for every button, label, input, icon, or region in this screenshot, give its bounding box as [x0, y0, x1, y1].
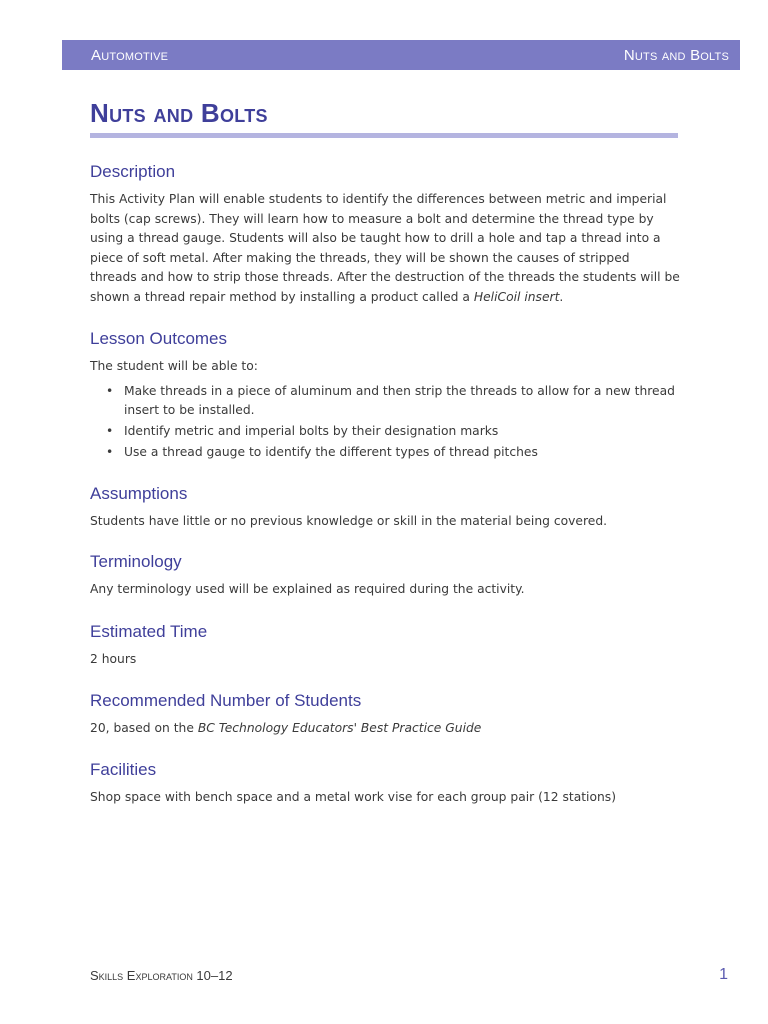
section-description — [90, 160, 680, 307]
section-heading: Description — [90, 162, 176, 181]
recommended-students-text-italic: BC Technology Educators' Best Practice Guide — [197, 721, 482, 735]
section-heading: Assumptions — [90, 483, 188, 503]
recommended-students-text — [90, 719, 680, 739]
document-body — [90, 160, 680, 807]
section-heading: Recommended Number of Students — [90, 691, 362, 710]
list-item — [106, 443, 680, 462]
list-item-text: Make threads in a piece of aluminum and then strip the threads to allow for a new thread insert to be installed. — [124, 383, 675, 417]
list-item — [106, 422, 680, 441]
header-left-label: Automotive — [91, 46, 169, 64]
lesson-outcomes-list — [90, 382, 680, 462]
list-item-text: Use a thread gauge to identify the different types of thread pitches — [124, 444, 538, 459]
section-heading: Lesson Outcomes — [90, 329, 228, 348]
description-text-main: This Activity Plan will enable students to identify the differences between metric and imperial bolts (cap screws). They will learn how to measure a bolt and determine the thread type by using a thread gauge. Students will also be taught how to drill a hole and tap a thread into a piece of soft metal. After making the threads, they will be shown the causes of stripped threads and how to strip those threads. After the destruction of the threads the students will be shown a thread repair method by installing a product called a — [90, 192, 680, 304]
recommended-students-text-main: 20, based on the — [90, 721, 198, 735]
section-facilities — [90, 758, 680, 808]
bullet-icon: • — [106, 423, 114, 438]
description-text-end: . — [559, 289, 564, 304]
page-title: Nuts and Bolts — [90, 98, 268, 128]
section-recommended-students — [90, 689, 680, 739]
list-item-text: Identify metric and imperial bolts by their designation marks — [124, 423, 499, 438]
facilities-text: Shop space with bench space and a metal work vise for each group pair (12 stations) — [90, 789, 616, 804]
header-right-label: Nuts and Bolts — [623, 46, 729, 64]
assumptions-text: Students have little or no previous knowledge or skill in the material being covered. — [90, 513, 608, 528]
header-bar — [62, 40, 740, 70]
terminology-text: Any terminology used will be explained as required during the activity. — [90, 582, 525, 596]
page-number: 1 — [719, 966, 728, 983]
estimated-time-text: 2 hours — [90, 651, 137, 666]
section-heading: Estimated Time — [90, 621, 208, 641]
section-estimated-time — [90, 620, 680, 670]
list-item — [106, 382, 680, 420]
lesson-outcomes-intro: The student will be able to: — [90, 359, 258, 373]
description-text-italic: HeliCoil insert — [473, 289, 560, 304]
section-lesson-outcomes — [90, 327, 680, 462]
bullet-icon: • — [106, 444, 114, 459]
section-heading: Facilities — [90, 759, 157, 779]
title-divider — [90, 133, 678, 138]
description-text — [90, 190, 680, 307]
bullet-icon: • — [106, 383, 114, 398]
section-assumptions — [90, 482, 680, 532]
section-terminology — [90, 550, 680, 600]
section-heading: Terminology — [90, 552, 182, 571]
footer-book-title: Skills Exploration 10–12 — [90, 968, 233, 983]
